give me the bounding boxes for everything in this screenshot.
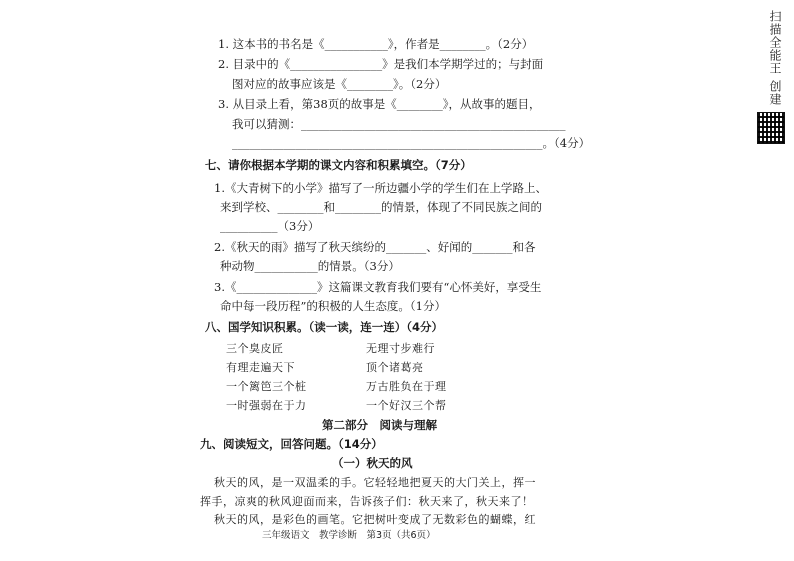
proverb-right-1: 无理寸步难行 — [366, 342, 435, 355]
proverb-right-3: 万古胜负在于理 — [366, 380, 447, 393]
scanner-watermark: 扫描全能王 创建 — [768, 10, 782, 106]
q7-line-5: 种动物___________的情景。（3分） — [220, 259, 400, 273]
q7-line-7: 命中每一段历程”的积极的人生态度。（1分） — [220, 299, 446, 313]
q6-item-2: 2. 目录中的《________________》是我们本学期学过的；与封面 — [218, 57, 544, 71]
q7-line-1: 1.《大青树下的小学》描写了一所边疆小学的学生们在上学路上、 — [214, 181, 547, 195]
q7-line-4: 2.《秋天的雨》描写了秋天缤纷的_______、好闻的_______和各 — [214, 240, 536, 254]
q6-item-3: 3. 从目录上看，第38页的故事是《________》，从故事的题目， — [218, 97, 541, 111]
proverb-right-4: 一个好汉三个帮 — [366, 399, 447, 412]
proverb-left-2: 有理走遍天下 — [226, 361, 295, 374]
q6-item-3-answer-line: 我可以猜测：______________________________________________ — [232, 117, 566, 131]
q6-item-1: 1. 这本书的书名是《___________》，作者是________。（2分） — [218, 37, 534, 51]
proverb-left-3: 一个篱笆三个桩 — [226, 380, 307, 393]
section-7-heading: 七、请你根据本学期的课文内容和积累填空。（7分） — [205, 158, 472, 172]
passage-line-1: 秋天的风，是一双温柔的手。它轻轻地把夏天的大门关上，挥一 — [214, 476, 536, 489]
q6-item-2-cont: 图对应的故事应该是《________》。（2分） — [232, 77, 447, 91]
q7-line-3: __________（3分） — [220, 219, 320, 233]
q7-line-6: 3.《______________》这篇课文教育我们要有“心怀美好，享受生 — [214, 280, 542, 294]
q6-item-3-answer-line-2: ______________________________________________________。（4分） — [232, 136, 591, 150]
proverb-left-1: 三个臭皮匠 — [226, 342, 284, 355]
page-footer: 三年级语文 教学诊断 第3页（共6页） — [262, 530, 436, 541]
section-9-heading: 九、阅读短文，回答问题。（14分） — [200, 437, 383, 451]
passage-line-3: 秋天的风，是彩色的画笔。它把树叶变成了无数彩色的蝴蝶，红 — [214, 513, 536, 526]
proverb-left-4: 一时强弱在于力 — [226, 399, 307, 412]
passage-line-2: 挥手，凉爽的秋风迎面而来，告诉孩子们：秋天来了，秋天来了！ — [200, 495, 534, 508]
section-8-heading: 八、国学知识积累。（读一读，连一连）（4分） — [205, 320, 443, 334]
passage-title: （一）秋天的风 — [332, 456, 413, 470]
qr-code-icon — [757, 112, 785, 144]
proverb-right-2: 顶个诸葛亮 — [366, 361, 424, 374]
part-2-title: 第二部分 阅读与理解 — [322, 418, 437, 432]
q7-line-2: 来到学校、________和________的情景，体现了不同民族之间的 — [220, 200, 542, 214]
